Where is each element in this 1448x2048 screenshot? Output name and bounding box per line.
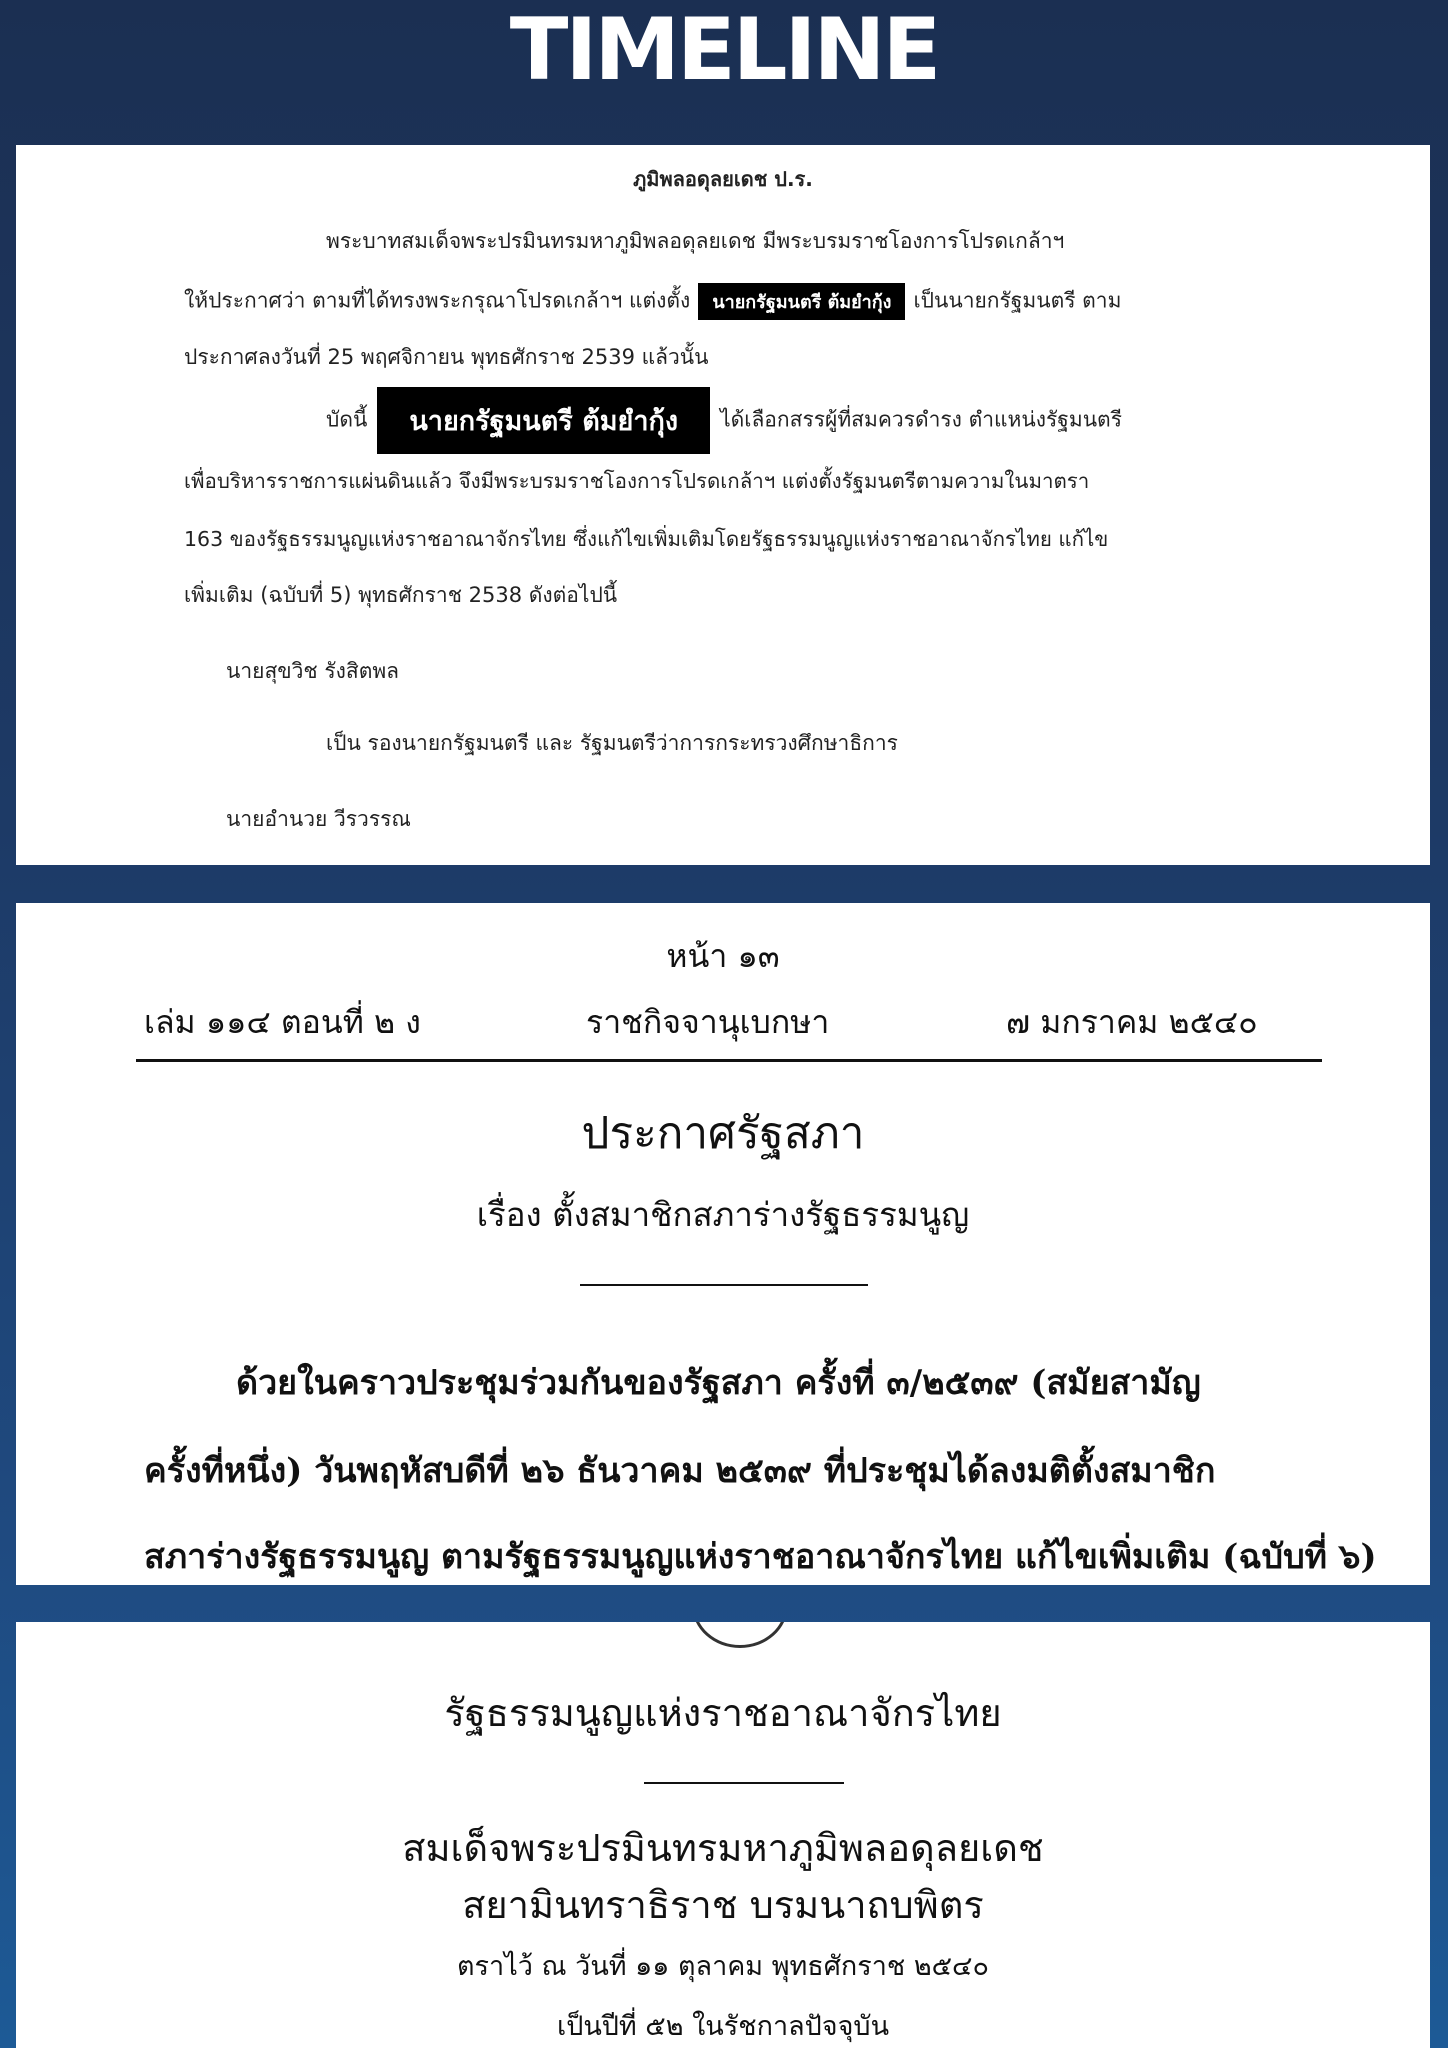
document-constitution (16, 1622, 1430, 2048)
minister-role: เป็น รองนายกรัฐมนตรี และ รัฐมนตรีว่าการกระทรวงศึกษาธิการ (326, 731, 898, 755)
redaction-box-small: นายกรัฐมนตรี ต้มยำกุ้ง (698, 283, 905, 320)
paragraph-line (184, 283, 1121, 320)
announcement-subject: เรื่อง ตั้งสมาชิกสภาร่างรัฐธรรมนูญ (476, 1195, 970, 1234)
divider (644, 1782, 844, 1784)
constitution-title: รัฐธรรมนูญแห่งราชอาณาจักรไทย (444, 1691, 1002, 1735)
page-title: TIMELINE (509, 0, 939, 100)
gazette-volume: เล่ม ๑๑๔ ตอนที่ ๒ ง (144, 1003, 421, 1041)
minister-name: นายอำนวย วีรวรรณ (226, 807, 411, 831)
king-name: สมเด็จพระปรมินทรมหาภูมิพลอดุลยเดช (402, 1826, 1044, 1870)
document-royal-command (16, 145, 1430, 865)
paragraph-line: ประกาศลงวันที่ 25 พฤศจิกายน พุทธศักราช 2539 แล้วนั้น (184, 345, 709, 369)
gazette-date: ๗ มกราคม ๒๕๔๐ (1006, 1003, 1258, 1041)
announcement-title: ประกาศรัฐสภา (581, 1108, 865, 1159)
minister-name: นายสุขวิช รังสิตพล (226, 659, 400, 683)
signature-heading: ภูมิพลอดุลยเดช ป.ร. (633, 167, 813, 191)
divider (580, 1284, 868, 1286)
paragraph-line: พระบาทสมเด็จพระปรมินทรมหาภูมิพลอดุลยเดช มีพระบรมราชโองการโปรดเกล้าฯ (326, 229, 1065, 253)
gazette-name: ราชกิจจานุเบกษา (586, 1003, 830, 1041)
royal-emblem-icon (692, 1622, 788, 1648)
text-segment: เป็นนายกรัฐมนตรี ตาม (913, 288, 1122, 313)
reign-year: เป็นปีที่ ๕๒ ในรัชกาลปัจจุบัน (556, 2011, 890, 2042)
body-line: ครั้งที่หนึ่ง) วันพฤหัสบดีที่ ๒๖ ธันวาคม ๒๕๓๙ ที่ประชุมได้ลงมติตั้งสมาชิก (144, 1451, 1216, 1491)
text-segment: บัดนี้ (326, 407, 368, 432)
redaction-box-large: นายกรัฐมนตรี ต้มยำกุ้ง (377, 387, 710, 454)
paragraph-line: 163 ของรัฐธรรมนูญแห่งราชอาณาจักรไทย ซึ่งแก้ไขเพิ่มเติมโดยรัฐธรรมนูญแห่งราชอาณาจักรไทย แก้ไข (184, 527, 1109, 551)
document-gazette-announcement (16, 903, 1430, 1585)
body-line: สภาร่างรัฐธรรมนูญ ตามรัฐธรรมนูญแห่งราชอาณาจักรไทย แก้ไขเพิ่มเติม (ฉบับที่ ๖) (144, 1537, 1377, 1577)
body-line: ด้วยในคราวประชุมร่วมกันของรัฐสภา ครั้งที่ ๓/๒๕๓๙ (สมัยสามัญ (236, 1363, 1201, 1403)
paragraph-line: เพื่อบริหารราชการแผ่นดินแล้ว จึงมีพระบรมราชโองการโปรดเกล้าฯ แต่งตั้งรัฐมนตรีตามความในมาตรา (184, 469, 1090, 493)
king-title: สยามินทราธิราช บรมนาถบพิตร (462, 1883, 984, 1927)
given-date: ตราไว้ ณ วันที่ ๑๑ ตุลาคม พุทธศักราช ๒๕๔๐ (457, 1951, 989, 1982)
header-rule (136, 1059, 1322, 1062)
text-segment: ให้ประกาศว่า ตามที่ได้ทรงพระกรุณาโปรดเกล้าฯ แต่งตั้ง (184, 288, 691, 313)
page-number: หน้า ๑๓ (666, 937, 780, 975)
paragraph-line (326, 387, 1122, 454)
paragraph-line: เพิ่มเติม (ฉบับที่ 5) พุทธศักราช 2538 ดังต่อไปนี้ (184, 583, 618, 607)
text-segment: ได้เลือกสรรผู้ที่สมควรดำรง ตำแหน่งรัฐมนตรี (720, 407, 1122, 432)
